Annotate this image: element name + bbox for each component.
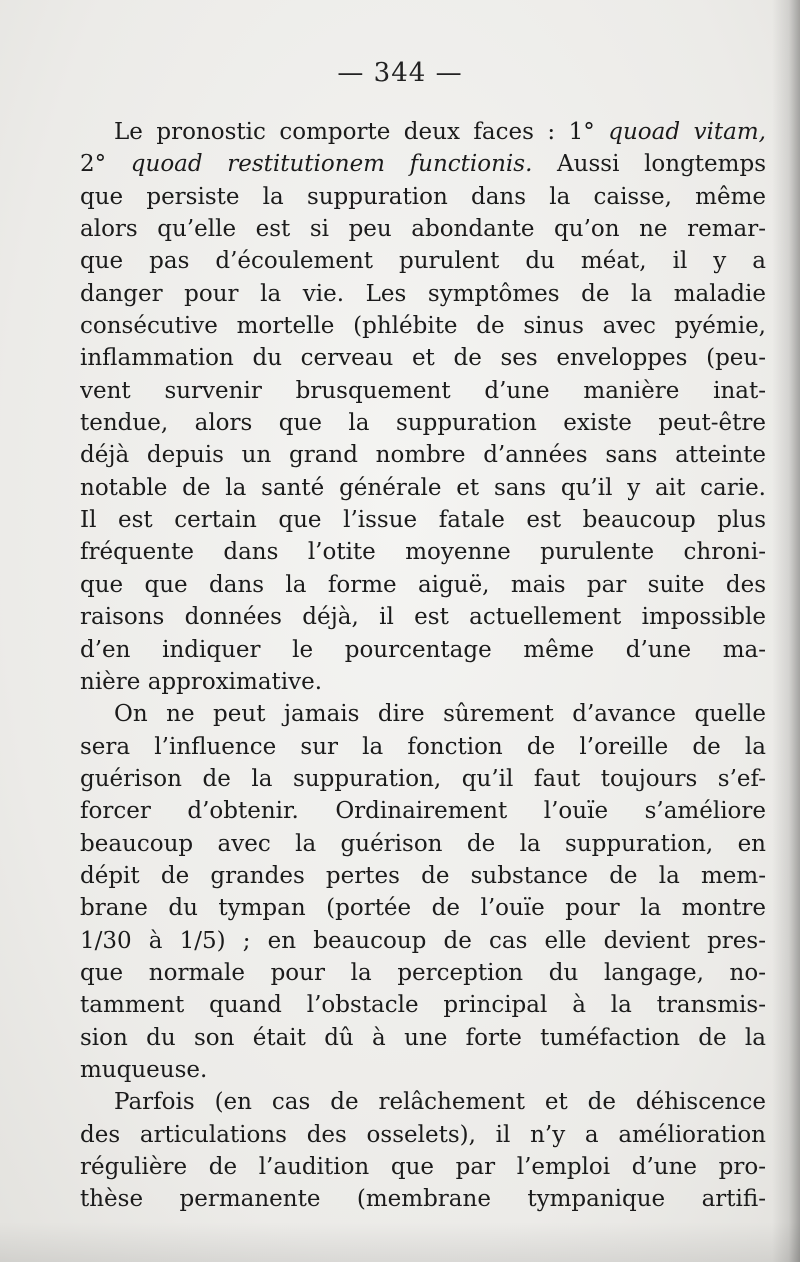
text-segment: muqueuse. [80,1056,208,1083]
page-edge-shadow [772,0,800,1262]
text-segment: beaucoup avec la guérison de la suppuration, en [80,830,766,857]
text-segment: que persiste la suppuration dans la caisse, même [80,183,766,210]
text-line [80,342,766,374]
text-segment: dépit de grandes pertes de substance de la mem- [80,862,766,889]
text-line [80,375,766,407]
text-segment: des articulations des osselets), il n’y a amélioration [80,1121,766,1148]
text-line [80,116,766,148]
text-line [80,828,766,860]
text-segment: On ne peut jamais dire sûrement d’avance quelle [114,701,766,728]
text-line [80,148,766,180]
text-line [80,731,766,763]
text-line [80,763,766,795]
text-segment: déjà depuis un grand nombre d’années sans atteinte [80,442,766,469]
text-line [80,957,766,989]
text-line [80,439,766,471]
text-line [80,310,766,342]
text-segment: Aussi longtemps [532,151,766,178]
text-segment: thèse permanente (membrane tympanique artifi- [80,1186,766,1213]
text-line [80,860,766,892]
text-line [80,666,766,698]
text-line [80,892,766,924]
text-segment: sera l’influence sur la fonction de l’oreille de la [80,733,766,760]
text-line [80,601,766,633]
text-line [80,795,766,827]
text-segment: que normale pour la perception du langage, no- [80,959,766,986]
text-segment: Le pronostic comporte deux faces : 1° [114,119,609,145]
page-bottom-shadow [0,1222,800,1262]
text-segment: alors qu’elle est si peu abondante qu’on ne remar- [80,216,766,243]
text-line [80,407,766,439]
text-segment: danger pour la vie. Les symptômes de la maladie [80,280,766,307]
italic-segment: quoad vitam, [608,119,766,145]
text-line [80,1183,766,1215]
text-segment: raisons données déjà, il est actuellement impossible [80,604,766,631]
text-line [80,698,766,730]
text-segment: 2° [80,151,131,178]
italic-segment: quoad restitutionem functionis. [130,151,533,178]
text-line [80,569,766,601]
text-line [80,245,766,277]
text-line [80,278,766,310]
text-line [80,925,766,957]
text-segment: d’en indiquer le pourcentage même d’une ma- [80,636,766,663]
text-segment: guérison de la suppuration, qu’il faut toujours s’ef- [80,765,766,792]
text-line [80,1086,766,1118]
text-line [80,1151,766,1183]
text-line [80,504,766,536]
text-line [80,634,766,666]
text-segment: nière approximative. [80,668,323,695]
text-segment: brane du tympan (portée de l’ouïe pour la montre [80,895,766,922]
text-segment: régulière de l’audition que par l’emploi d’une pro- [80,1154,766,1180]
text-line [80,1022,766,1054]
text-segment: tendue, alors que la suppuration existe peut-être [80,410,766,437]
text-segment: tamment quand l’obstacle principal à la transmis- [80,992,766,1019]
text-segment: vent survenir brusquement d’une manière inat- [80,377,766,404]
text-segment: sion du son était dû à une forte tuméfaction de la [80,1024,766,1051]
body-text [80,116,766,1216]
page-number: — 344 — [337,58,463,88]
text-segment: 1/30 à 1/5) ; en beaucoup de cas elle devient pres- [80,927,766,954]
text-segment: que que dans la forme aiguë, mais par suite des [80,571,766,598]
text-line [80,989,766,1021]
text-segment: inflammation du cerveau et de ses enveloppes (peu- [80,345,766,372]
text-line [80,1119,766,1151]
text-segment: consécutive mortelle (phlébite de sinus avec pyémie, [80,313,766,340]
text-line [80,213,766,245]
text-segment: forcer d’obtenir. Ordinairement l’ouïe s’améliore [80,798,766,825]
text-segment: fréquente dans l’otite moyenne purulente chroni- [80,539,766,566]
text-line [80,536,766,568]
text-line [80,472,766,504]
text-segment: que pas d’écoulement purulent du méat, il y a [80,248,766,275]
text-line [80,181,766,213]
text-segment: Il est certain que l’issue fatale est beaucoup plus [80,507,766,534]
text-segment: notable de la santé générale et sans qu’il y ait carie. [80,474,766,501]
text-segment: Parfois (en cas de relâchement et de déhiscence [114,1089,766,1116]
text-line [80,1054,766,1086]
